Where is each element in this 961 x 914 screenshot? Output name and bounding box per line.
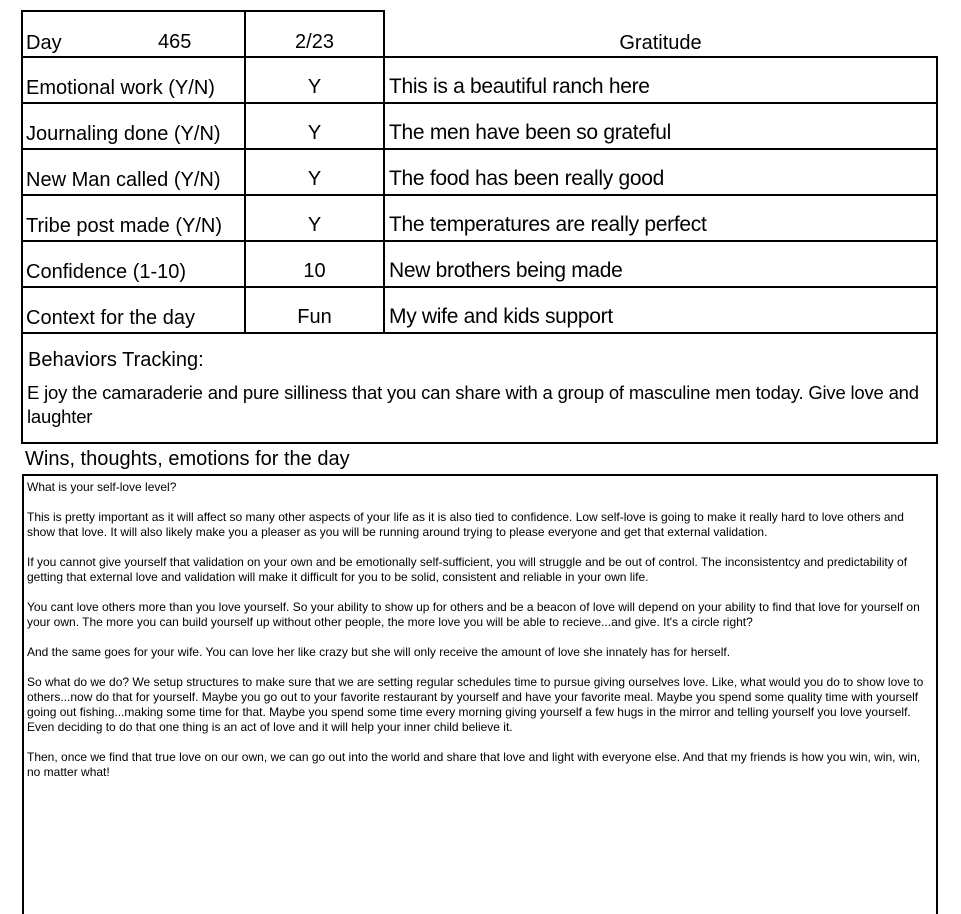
grid-line <box>21 10 23 444</box>
wins-notes-box[interactable] <box>22 474 938 914</box>
gratitude-item: The men have been so grateful <box>389 121 671 144</box>
grid-line <box>936 56 938 444</box>
notes-paragraph: So what do we do? We setup structures to make sure that we are setting regular schedules time to pursue giving ourselves love. Like, what would you do to show love to others...now do that for yourself. Maybe you go out to your favorite restaurant by yourself and have your favorite meal. Maybe you spend some quality time with yourself going out fishing...making some time for that. Maybe you spend some time every morning giving yourself a few hugs in the mirror and telling yourself you love yourself. Even deciding to do that one thing is an act of love and it will help your inner child believe it. <box>27 675 924 734</box>
grid-line <box>22 10 385 12</box>
row-value: Y <box>307 76 322 98</box>
gratitude-item: The temperatures are really perfect <box>389 213 707 236</box>
behaviors-title: Behaviors Tracking: <box>28 349 204 371</box>
row-value: Y <box>307 122 322 144</box>
notes-paragraph: You cant love others more than you love yourself. So your ability to show up for others and be a beacon of love will depend on your ability to find that love for yourself on your own. The more you can build yourself up without other people, the more love you will be able to recieve...and give. It's a circle right? <box>27 600 920 629</box>
grid-line <box>22 240 938 242</box>
row-label: Confidence (1-10) <box>26 261 187 283</box>
wins-heading: Wins, thoughts, emotions for the day <box>25 448 350 470</box>
row-label: Tribe post made (Y/N) <box>26 215 222 237</box>
behaviors-text: E joy the camaraderie and pure silliness that you can share with a group of masculine men today. Give love and laughter <box>27 382 919 427</box>
gratitude-item: My wife and kids support <box>389 305 613 328</box>
day-number: 465 <box>158 31 192 53</box>
grid-line <box>22 56 938 58</box>
grid-line <box>22 286 938 288</box>
notes-paragraph: If you cannot give yourself that validation on your own and be emotionally self-sufficient, you will struggle and be out of control. The inconsistentcy and predictability of getting that external love and validation will make it difficult for you to be solid, consistent and reliable in your own life. <box>27 555 908 584</box>
grid-line <box>22 332 938 334</box>
notes-paragraph: What is your self-love level? <box>27 480 177 494</box>
row-label: New Man called (Y/N) <box>26 169 221 191</box>
row-value: 10 <box>303 260 326 282</box>
row-value: Y <box>307 168 322 190</box>
grid-line <box>383 10 385 334</box>
gratitude-item: This is a beautiful ranch here <box>389 75 650 98</box>
gratitude-title: Gratitude <box>619 32 702 54</box>
notes-paragraph: And the same goes for your wife. You can love her like crazy but she will only receive the amount of love she innately has for herself. <box>27 645 731 659</box>
row-label: Journaling done (Y/N) <box>26 123 221 145</box>
grid-line <box>22 442 938 444</box>
notes-paragraph: Then, once we find that true love on our own, we can go out into the world and share that love and light with everyone else. And that my friends is how you win, win, win, no matter what! <box>27 750 921 779</box>
grid-line <box>22 102 938 104</box>
gratitude-item: The food has been really good <box>389 167 665 190</box>
grid-line <box>22 194 938 196</box>
notes-paragraph: This is pretty important as it will affect so many other aspects of your life as it is also tied to confidence. Low self-love is going to make it really hard to love others and show that love. It will also likely make you a pleaser as you will be running around trying to please everyone and get that external validation. <box>27 510 904 539</box>
row-label: Emotional work (Y/N) <box>26 77 215 99</box>
date-value: 2/23 <box>295 31 334 53</box>
row-value: Y <box>307 214 322 236</box>
gratitude-item: New brothers being made <box>389 259 623 282</box>
grid-line <box>22 148 938 150</box>
row-value: Fun <box>297 306 332 328</box>
row-label: Context for the day <box>26 307 195 329</box>
day-label: Day <box>26 32 62 54</box>
